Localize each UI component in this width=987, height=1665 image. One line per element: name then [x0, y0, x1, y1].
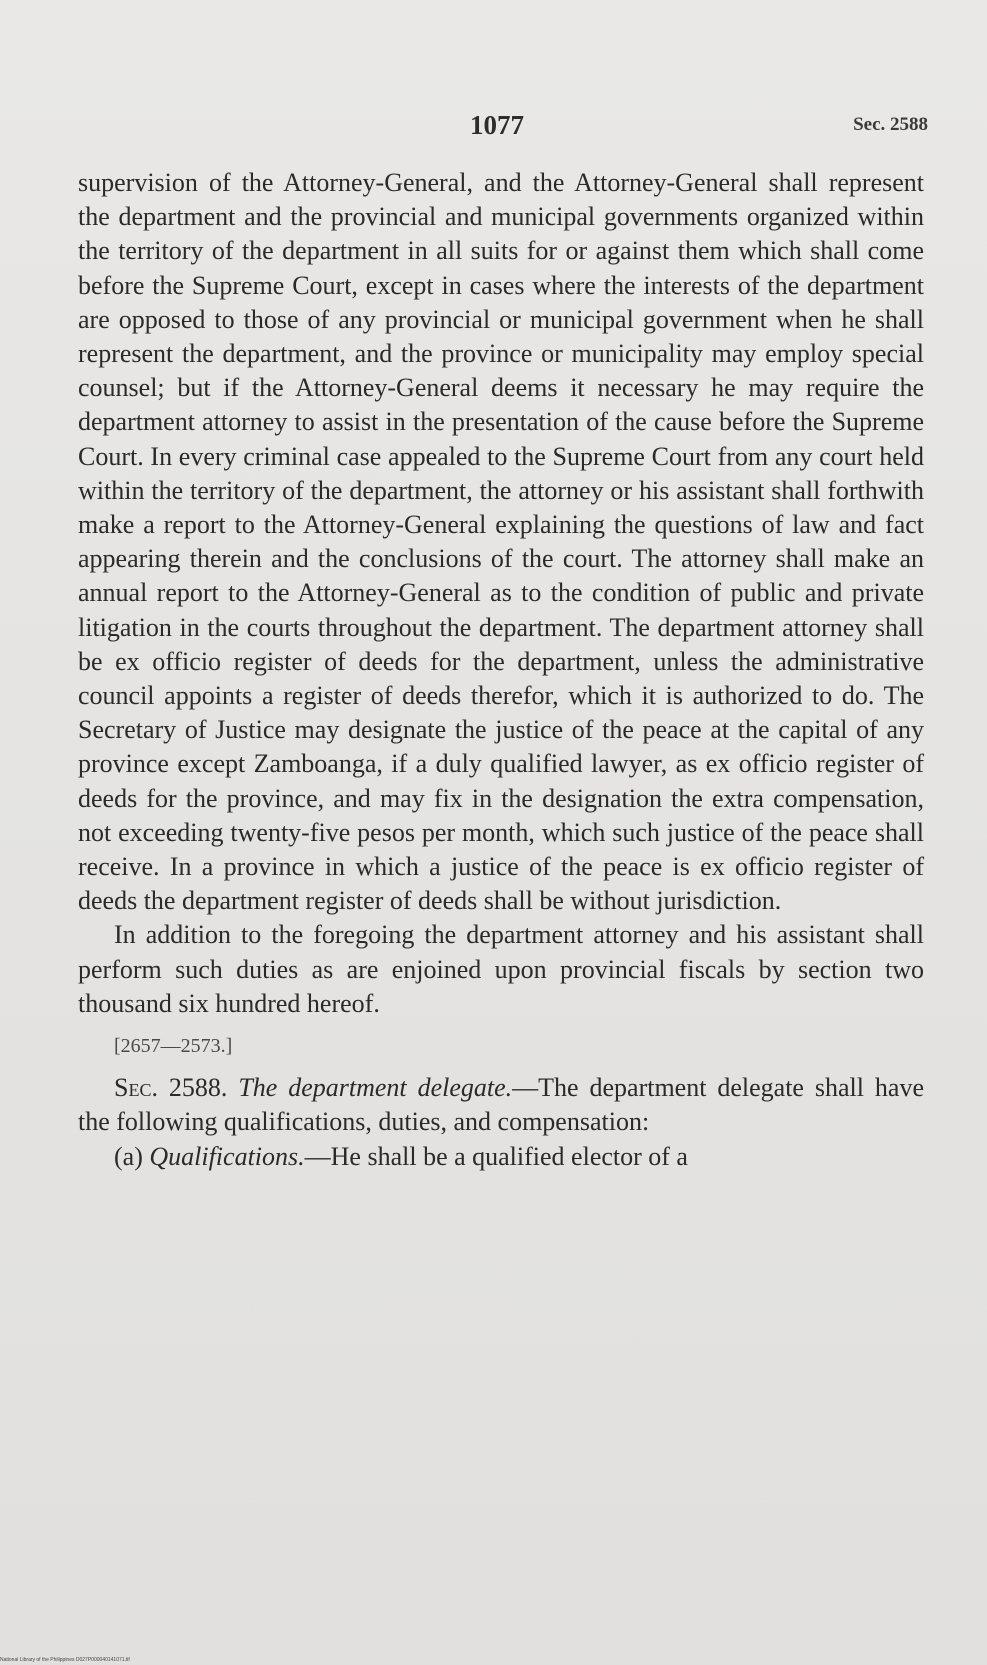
subsection-text: —He shall be a qualified elector of a — [304, 1141, 688, 1171]
page-header — [78, 110, 928, 150]
subsection-a-paragraph — [78, 1140, 924, 1174]
section-text: —The department delegate shall have the following qualifications, duties, and compensation: — [78, 1073, 924, 1137]
paragraph-attorney-duties: supervision of the Attorney-General, and the Attorney-General shall represent the department and the provincial and municipal governments organized within the territory of the department in all suits for or against them which shall come before the Supreme Court, except in cases where the interests of the department are opposed to those of any provincial or municipal government when he shall represent the department, and the province or municipality may employ special counsel; but if the Attorney-General deems it necessary he may require the department attorney to assist in the presentation of the cause before the Supreme Court. In every criminal case appealed to the Supreme Court from any court held within the territory of the department, the attorney or his assistant shall forthwith make a report to the Attorney-General explaining the questions of law and fact appearing therein and the conclusions of the court. The attorney shall make an annual report to the Attorney-General as to the condition of public and private litigation in the courts throughout the department. The department attorney shall be ex officio register of deeds for the department, unless the administrative council appoints a register of deeds therefor, which it is authorized to do. The Secretary of Justice may designate the justice of the peace at the capital of any province except Zamboanga, if a duly qualified lawyer, as ex officio register of deeds for the province, and may fix in the designation the extra compensation, not exceeding twenty-five pesos per month, which such justice of the peace shall receive. In a province in which a justice of the peace is ex officio register of deeds the department register of deeds shall be without jurisdiction. — [78, 168, 924, 916]
scan-footer: National Library of the Philippines D027P000040141071.tif — [0, 1657, 130, 1663]
section-title: The department delegate. — [238, 1073, 513, 1103]
statute-reference: [2657—2573.] — [114, 1035, 233, 1058]
subsection-title: Qualifications. — [149, 1141, 305, 1171]
body-text — [78, 166, 924, 1174]
section-2588-paragraph — [78, 1071, 924, 1139]
page-number: 1077 — [470, 110, 524, 140]
paragraph-additional-duties: In addition to the foregoing the department attorney and his assistant shall perform such duties as are enjoined upon provincial fiscals by section two thousand six hundred hereof. — [78, 920, 924, 1018]
subsection-marker: (a) — [114, 1141, 143, 1171]
section-label: Sec. 2588. — [114, 1073, 228, 1103]
section-reference: Sec. 2588 — [853, 114, 928, 135]
